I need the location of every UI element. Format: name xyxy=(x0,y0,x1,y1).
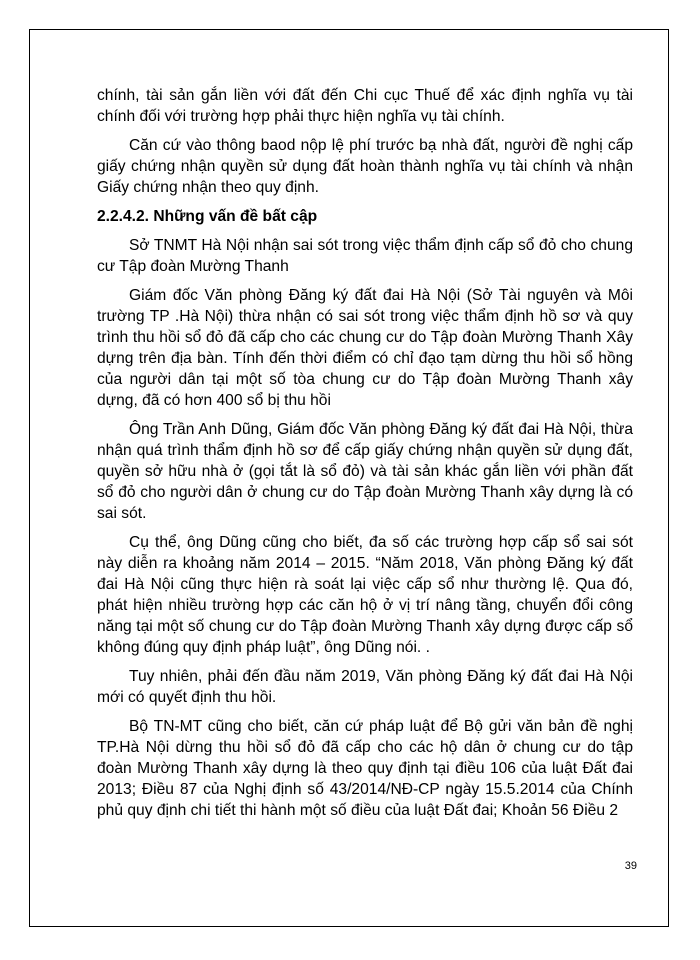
paragraph-8: Bộ TN-MT cũng cho biết, căn cứ pháp luật để Bộ gửi văn bản đề nghị TP.Hà Nội dừng thu hồi sổ đỏ đã cấp cho các hộ dân ở chung cư do tập đoàn Mường Thanh xây dựng là theo quy định tại điều 106 của luật Đất đai 2013; Điều 87 của Nghị định số 43/2014/NĐ-CP ngày 15.5.2014 của Chính phủ quy định chi tiết thi hành một số điều của luật Đất đai; Khoản 56 Điều 2 xyxy=(97,718,633,819)
paragraph-4: Giám đốc Văn phòng Đăng ký đất đai Hà Nội (Sở Tài nguyên và Môi trường TP .Hà Nội) thừa nhận có sai sót trong việc thẩm định hồ sơ và quy trình thu hồi sổ đỏ đã cấp cho các chung cư do Tập đoàn Mường Thanh Xây dựng trên địa bàn. Tính đến thời điểm có chỉ đạo tạm dừng thu hồi sổ hồng của người dân tại một số tòa chung cư do Tập đoàn Mường Thanh xây dựng, đã có hơn 400 sổ bị thu hồi xyxy=(97,287,633,409)
paragraph-2: Căn cứ vào thông baod nộp lệ phí trước bạ nhà đất, người đề nghị cấp giấy chứng nhận quyền sử dụng đất hoàn thành nghĩa vụ tài chính và nhận Giấy chứng nhận theo quy định. xyxy=(97,137,633,196)
paragraph-5: Ông Trần Anh Dũng, Giám đốc Văn phòng Đăng ký đất đai Hà Nội, thừa nhận quá trình thẩm định hồ sơ để cấp giấy chứng nhận quyền sử dụng đất, quyền sở hữu nhà ở (gọi tắt là sổ đỏ) và tài sản khác gắn liền với phần đất sổ đỏ cho người dân ở chung cư do Tập đoàn Mường Thanh xây dựng là có sai sót. xyxy=(97,421,633,522)
paragraph-3: Sở TNMT Hà Nội nhận sai sót trong việc thẩm định cấp sổ đỏ cho chung cư Tập đoàn Mường Thanh xyxy=(97,237,633,275)
paragraph-1: chính, tài sản gắn liền với đất đến Chi cục Thuế để xác định nghĩa vụ tài chính đối với trường hợp phải thực hiện nghĩa vụ tài chính. xyxy=(97,87,633,125)
page-number: 39 xyxy=(624,860,637,872)
document-body xyxy=(97,85,633,821)
section-heading: 2.2.4.2. Những vấn đề bất cập xyxy=(97,208,318,225)
paragraph-7: Tuy nhiên, phải đến đầu năm 2019, Văn phòng Đăng ký đất đai Hà Nội mới có quyết định thu hồi. xyxy=(97,668,633,706)
paragraph-6: Cụ thể, ông Dũng cũng cho biết, đa số các trường hợp cấp sổ sai sót này diễn ra khoảng năm 2014 – 2015. “Năm 2018, Văn phòng Đăng ký đất đai Hà Nội cũng thực hiện rà soát lại việc cấp sổ như thường lệ. Qua đó, phát hiện nhiều trường hợp các căn hộ ở vị trí nâng tầng, chuyển đổi công năng tại một số chung cư do Tập đoàn Mường Thanh xây dựng được cấp sổ không đúng quy định pháp luật”, ông Dũng nói. . xyxy=(97,534,633,656)
